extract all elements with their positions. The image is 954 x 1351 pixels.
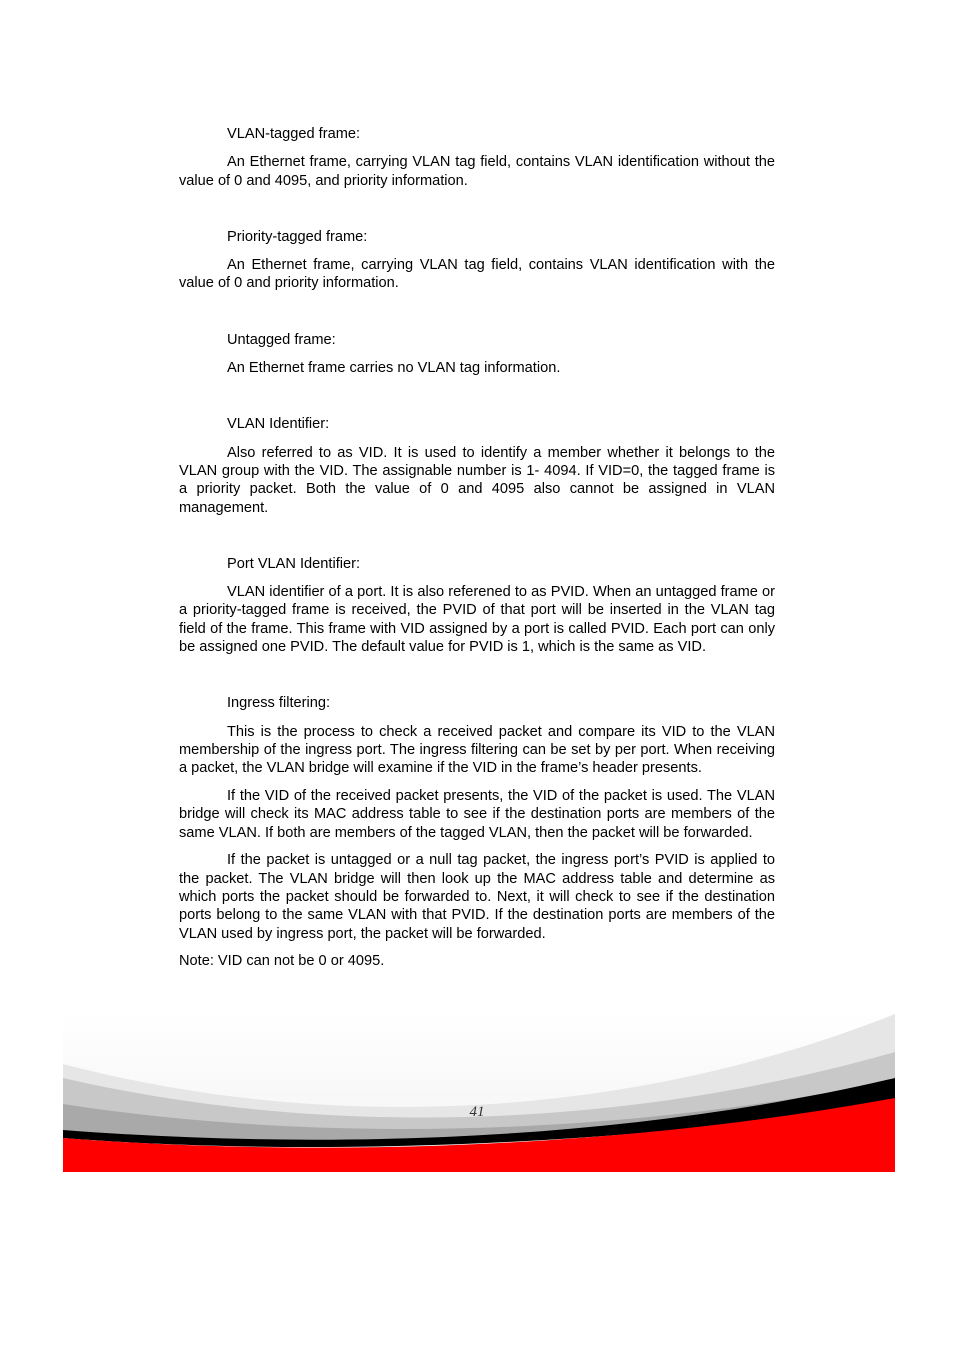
page-body [179,125,775,985]
section-heading: Priority-tagged frame: [227,228,368,245]
section-ingress-filtering [179,694,775,943]
section-paragraph: If the VID of the received packet presents, the VID of the packet is used. The VLAN bridge will check its MAC address table to see if the destination ports are members of the same VLAN. If both are members of the tagged VLAN, then the packet will be forwarded. [179,788,775,841]
section-heading: VLAN Identifier: [227,416,330,433]
section-port-vlan-identifier [179,555,775,656]
section-heading: Ingress filtering: [227,695,331,712]
footer-swoosh-decoration [63,1012,895,1172]
section-paragraph: An Ethernet frame, carrying VLAN tag field, contains VLAN identification with the value of 0 and priority information. [179,257,775,292]
section-vlan-identifier [179,415,775,516]
vid-note: Note: VID can not be 0 or 4095. [179,953,385,970]
section-paragraph: Also referred to as VID. It is used to identify a member whether it belongs to the VLAN group with the VID. The assignable number is 1- 4094. If VID=0, the tagged frame is a priority packet. Both the value of 0 and 4095 also cannot be assigned in VLAN management. [179,444,775,516]
section-paragraph: If the packet is untagged or a null tag packet, the ingress port’s PVID is applied to the packet. The VLAN bridge will then look up the MAC address table and determine as which ports the packet should be forwarded to. Next, it will check to see if the destination ports belong to the same VLAN with that PVID. If the destination ports are members of the VLAN used by ingress port, the packet will be forwarded. [179,852,775,942]
page-number: 41 [469,1104,485,1120]
section-heading: Untagged frame: [227,331,336,348]
section-priority-tagged-frame [179,228,775,293]
section-untagged-frame [179,331,775,378]
section-paragraph: This is the process to check a received packet and compare its VID to the VLAN membership of the ingress port. The ingress filtering can be set by per port. When receiving a packet, the VLAN bridge will examine if the VID in the frame’s header presents. [179,723,775,777]
section-paragraph: An Ethernet frame carries no VLAN tag information. [227,360,561,377]
section-paragraph: VLAN identifier of a port. It is also referened to as PVID. When an untagged frame or a priority-tagged frame is received, the PVID of that port will be inserted in the VLAN tag field of the frame. This frame with VID assigned by a port is called PVID. Each port can only be assigned one PVID. The default value for PVID is 1, which is the same as VID. [179,584,775,656]
section-vlan-tagged-frame [179,125,775,190]
section-heading: VLAN-tagged frame: [227,126,361,142]
section-paragraph: An Ethernet frame, carrying VLAN tag field, contains VLAN identification without the value of 0 and 4095, and priority information. [179,154,775,189]
section-heading: Port VLAN Identifier: [227,555,361,572]
